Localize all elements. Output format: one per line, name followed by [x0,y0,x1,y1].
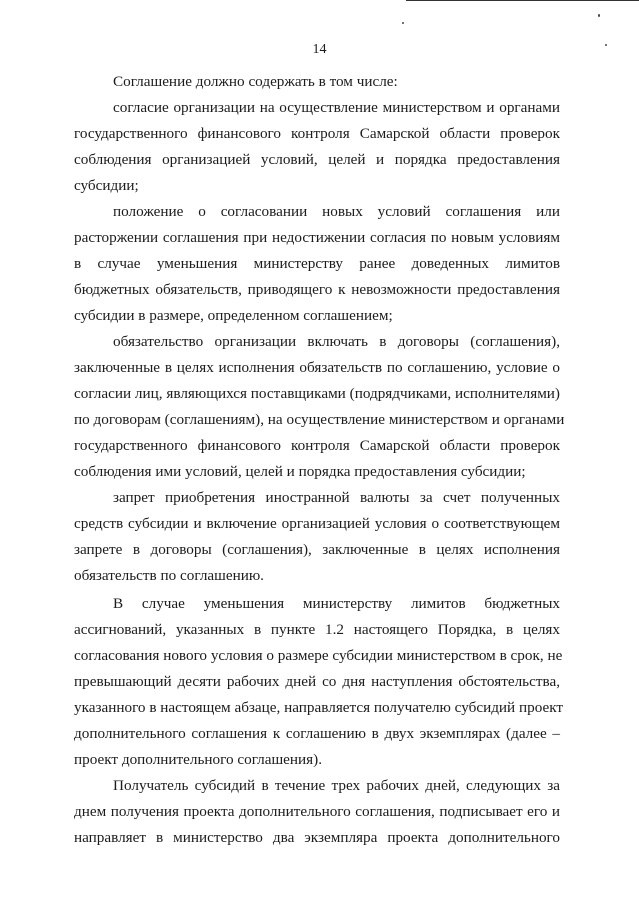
text-line: обязательств по соглашению. [74,567,264,584]
text-line: В случае уменьшения министерству лимитов бюджетных [113,595,560,612]
text-line: днем получения проекта дополнительного соглашения, подписывает его и [74,803,560,820]
text-line: обязательство организации включать в договоры (соглашения), [113,333,560,350]
text-line: бюджетных обязательств, приводящего к невозможности предоставления [74,281,560,298]
text-line: дополнительного соглашения к соглашению в двух экземплярах (далее – [74,725,560,742]
text-line: превышающий десяти рабочих дней со дня наступления обстоятельства, [74,673,560,690]
text-line: субсидии в размере, определенном соглашением; [74,307,393,324]
text-line: проект дополнительного соглашения). [74,751,323,768]
text-line: средств субсидии и включение организацией условия о соответствующем [74,515,560,532]
text-line: согласии лиц, являющихся поставщиками (подрядчиками, исполнителями) [74,385,560,402]
text-line: согласования нового условия о размере субсидии министерством в срок, не [74,647,563,664]
text-line: согласие организации на осуществление министерством и органами [113,99,560,116]
text-line: соблюдения ими условий, целей и порядка предоставления субсидии; [74,463,526,480]
text-line: заключенные в целях исполнения обязательств по соглашению, условие о [74,359,560,376]
text-line: соблюдения организацией условий, целей и порядка предоставления [74,151,560,168]
text-line: расторжении соглашения при недостижении согласия по новым условиям [74,229,560,246]
text-line: Соглашение должно содержать в том числе: [113,73,398,90]
text-line: субсидии; [74,177,139,194]
text-line: Получатель субсидий в течение трех рабочих дней, следующих за [113,777,560,794]
text-line: направляет в министерство два экземпляра проекта дополнительного [74,829,560,846]
text-line: в случае уменьшения министерству ранее доведенных лимитов [74,255,560,272]
text-line: ассигнований, указанных в пункте 1.2 настоящего Порядка, в целях [74,621,560,638]
text-line: запрет приобретения иностранной валюты за счет полученных [113,489,560,506]
text-line: государственного финансового контроля Самарской области проверок [74,437,560,454]
text-line: запрете в договоры (соглашения), заключенные в целях исполнения [74,541,560,558]
page-number: 14 [312,42,327,57]
text-line: государственного финансового контроля Самарской области проверок [74,125,560,142]
text-line: положение о согласовании новых условий соглашения или [113,203,560,220]
text-line: указанного в настоящем абзаце, направляется получателю субсидий проект [74,699,564,716]
text-line: по договорам (соглашениям), на осуществление министерством и органами [74,411,565,428]
